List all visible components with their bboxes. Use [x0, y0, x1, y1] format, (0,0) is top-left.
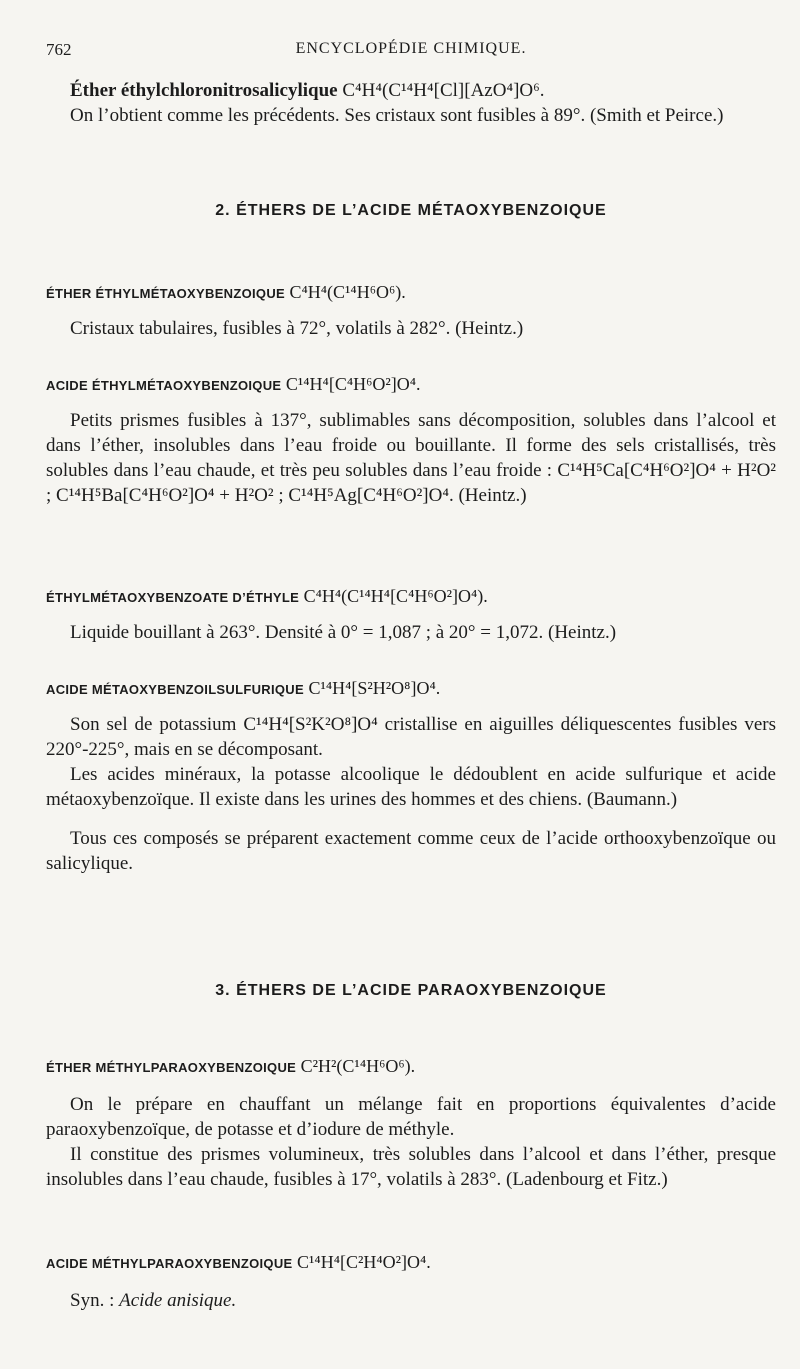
synonym-label: Syn. : — [70, 1290, 115, 1311]
synonym-value: Acide anisique. — [119, 1290, 237, 1311]
compound-name: ÉTHER ÉTHYLMÉTAOXYBENZOIQUE — [46, 286, 285, 301]
compound-formula: C¹⁴H⁴[S²H²O⁸]O⁴. — [308, 678, 441, 698]
compound-paragraph: Cristaux tabulaires, fusibles à 72°, volatils à 282°. (Heintz.) — [70, 318, 524, 339]
compound-acide-methylparaoxybenzoique — [46, 1250, 776, 1313]
page-number: 762 — [46, 40, 72, 59]
compound-paragraph: Les acides minéraux, la potasse alcoolique le dédoublent en acide sulfurique et acide métaoxybenzoïque. Il existe dans les urines des hommes et des chiens. (Baumann.) — [46, 764, 776, 810]
compound-paragraph: On le prépare en chauffant un mélange fait en proportions équivalentes d’acide paraoxybenzoïque, de potasse et d’iodure de méthyle. — [46, 1094, 776, 1140]
running-title: ENCYCLOPÉDIE CHIMIQUE. — [295, 40, 527, 57]
compound-paragraph: Petits prismes fusibles à 137°, sublimables sans décomposition, solubles dans l’alcool et dans l’éther, insolubles dans l’eau froide ou bouillante. Il forme des sels cristallisés, très solubles dans l’eau chaude, et très peu solubles dans l’eau froide : C¹⁴H⁵Ca[C⁴H⁶O²]O⁴ + H²O² ; C¹⁴H⁵Ba[C⁴H⁶O²]O⁴ + H²O² ; C¹⁴H⁵Ag[C⁴H⁶O²]O⁴. (Heintz.) — [46, 410, 776, 506]
compound-name: ÉTHER MÉTHYLPARAOXYBENZOIQUE — [46, 1060, 297, 1075]
section-title-paraoxybenzoique: 3. ÉTHERS DE L’ACIDE PARAOXYBENZOIQUE — [215, 982, 607, 999]
entry-ether-ethylchloronitrosalicylique — [46, 78, 776, 128]
page-header — [46, 40, 776, 66]
compound-acide-ethylmetaoxybenzoique — [46, 372, 776, 508]
compound-paragraph: Tous ces composés se préparent exactement comme ceux de l’acide orthooxybenzoïque ou salicylique. — [46, 828, 776, 874]
synonym-line — [46, 1288, 776, 1313]
entry-name: Éther éthylchloronitrosalicylique — [70, 80, 338, 101]
compound-paragraph: Son sel de potassium C¹⁴H⁴[S²K²O⁸]O⁴ cristallise en aiguilles déliquescentes fusibles vers 220°-225°, mais en se décomposant. — [46, 714, 776, 760]
compound-acide-metaoxybenzoilsulfurique — [46, 676, 776, 876]
section-title-metaoxybenzoique: 2. ÉTHERS DE L’ACIDE MÉTAOXYBENZOIQUE — [215, 202, 607, 219]
compound-formula: C⁴H⁴(C¹⁴H⁴[C⁴H⁶O²]O⁴). — [303, 586, 488, 606]
compound-paragraph: Il constitue des prismes volumineux, très solubles dans l’alcool et dans l’éther, presque insolubles dans l’eau chaude, fusibles à 17°, volatils à 283°. (Ladenbourg et Fitz.) — [46, 1144, 776, 1190]
compound-formula: C¹⁴H⁴[C²H⁴O²]O⁴. — [297, 1252, 431, 1272]
compound-name: ÉTHYLMÉTAOXYBENZOATE D’ÉTHYLE — [46, 590, 300, 605]
entry-text: On l’obtient comme les précédents. Ses cristaux sont fusibles à 89°. (Smith et Peirce.) — [70, 105, 724, 126]
compound-paragraph: Liquide bouillant à 263°. Densité à 0° = 1,087 ; à 20° = 1,072. (Heintz.) — [70, 622, 617, 643]
compound-ether-ethylmetaoxybenzoique — [46, 280, 776, 341]
compound-ethylmetaoxybenzoate-ethyle — [46, 584, 776, 645]
compound-ether-methylparaoxybenzoique — [46, 1054, 776, 1192]
compound-formula: C¹⁴H⁴[C⁴H⁶O²]O⁴. — [285, 374, 421, 394]
compound-formula: C⁴H⁴(C¹⁴H⁶O⁶). — [289, 282, 406, 302]
entry-formula: C⁴H⁴(C¹⁴H⁴[Cl][AzO⁴]O⁶. — [342, 80, 545, 101]
compound-formula: C²H²(C¹⁴H⁶O⁶). — [300, 1056, 416, 1076]
compound-name: ACIDE MÉTAOXYBENZOILSULFURIQUE — [46, 682, 304, 697]
compound-name: ACIDE MÉTHYLPARAOXYBENZOIQUE — [46, 1256, 293, 1271]
compound-name: ACIDE ÉTHYLMÉTAOXYBENZOIQUE — [46, 378, 282, 393]
